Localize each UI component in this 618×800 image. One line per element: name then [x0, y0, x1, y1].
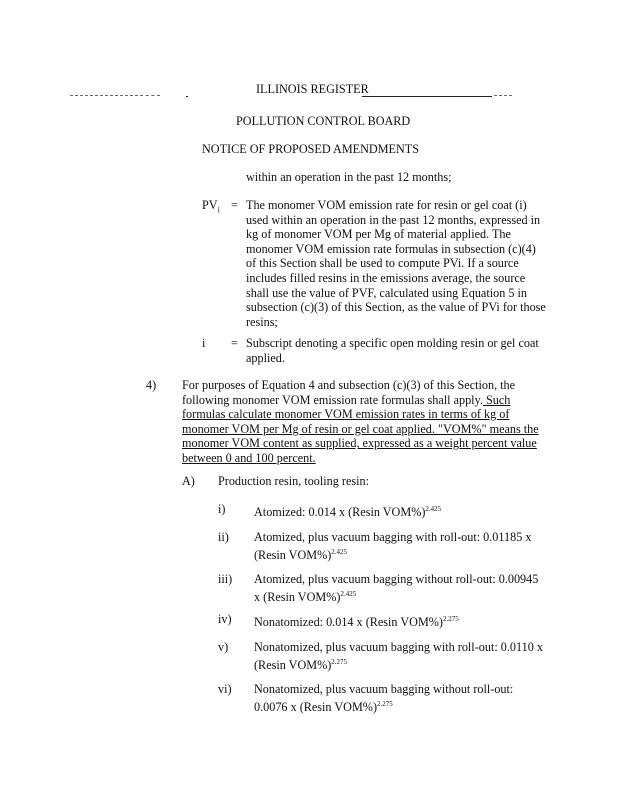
- item4-paragraph: For purposes of Equation 4 and subsection (c)(3) of this Section, the following monomer VOM emission rate formulas shall apply. Such formulas calculate monomer VOM emission rates in terms of kg of monomer VOM per Mg of resin or gel coat applied. "VOM%" means the monomer VOM content as supplied, expressed as a weight percent value between 0 and 100 percent.: [182, 378, 539, 465]
- formula-text: Nonatomized, plus vacuum bagging with roll-out: 0.0110 x (Resin VOM%)$^{2.275}$: [254, 640, 543, 672]
- formula-number: ii): [218, 530, 229, 544]
- header-rule-right: [362, 96, 492, 97]
- formula-text: Atomized: 0.014 x (Resin VOM%)$^{2.425}$: [254, 505, 442, 520]
- i-definition: Subscript denoting a specific open molding resin or gel coat applied.: [246, 336, 539, 365]
- formula-text: Atomized, plus vacuum bagging with roll-out: 0.01185 x (Resin VOM%)$^{2.425}$: [254, 530, 532, 562]
- register-title: ILLINOIS REGISTER: [256, 82, 369, 96]
- formula-number: vi): [218, 682, 232, 696]
- formula-number: i): [218, 502, 226, 516]
- pvi-term: $PV_i$: [202, 198, 220, 215]
- i-equals: =: [231, 336, 238, 350]
- header-rule-dash: [140, 95, 160, 96]
- formula-number: iii): [218, 572, 233, 586]
- header-rule-left: [70, 95, 138, 96]
- continuation-text: within an operation in the past 12 months;: [246, 170, 452, 184]
- subsection-a-label: A): [182, 474, 195, 488]
- notice-title: NOTICE OF PROPOSED AMENDMENTS: [202, 142, 420, 156]
- formula-text: Nonatomized, plus vacuum bagging without roll-out: 0.0076 x (Resin VOM%)$^{2.275}$: [254, 682, 514, 714]
- formula-text: Nonatomized: 0.014 x (Resin VOM%)$^{2.275}$: [254, 615, 459, 630]
- subsection-a-title: Production resin, tooling resin:: [218, 474, 369, 488]
- item4-number: 4): [146, 378, 157, 392]
- i-term: i: [202, 336, 206, 350]
- board-name: POLLUTION CONTROL BOARD: [236, 114, 411, 128]
- pvi-equals: =: [231, 198, 238, 212]
- formula-text: Atomized, plus vacuum bagging without roll-out: 0.00945 x (Resin VOM%)$^{2.425}$: [254, 572, 539, 604]
- header-rule-end: [494, 95, 512, 96]
- formula-number: iv): [218, 612, 232, 626]
- header-rule-mark: [186, 96, 188, 97]
- pvi-definition: The monomer VOM emission rate for resin or gel coat (i) used within an operation in the past 12 months, expressed in kg of monomer VOM per Mg of material applied. The monomer VOM emission rate formulas in subsection (c)(4) of this Section shall be used to compute PVi. If a source includes filled resins in the emissions average, the source shall use the value of PVF, calculated using Equation 5 in subsection (c)(3) of this Section, as the value of PVi for those resins;: [246, 198, 546, 329]
- formula-number: v): [218, 640, 229, 654]
